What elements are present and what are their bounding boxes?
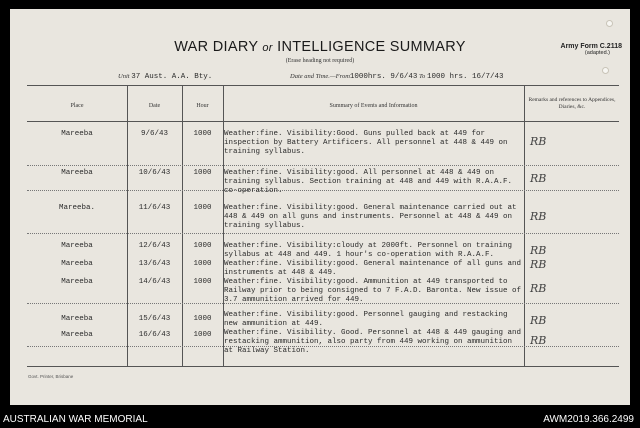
row-summary: Weather:fine. Visibility:Good. Guns pulled back at 449 for inspection by Battery Artificers. All personnel at 448 & 449 on training syllabus.: [224, 130, 508, 156]
row-date: 11/6/43: [138, 204, 171, 212]
remarks-initials: RB: [530, 244, 547, 257]
column-divider: [524, 86, 525, 366]
remarks-initials: RB: [530, 334, 547, 347]
row-summary: Weather:fine. Visibility. Good. Personnel at 448 & 449 gauging and restacking ammunition, also party from 449 working on ammunition at Railway Station.: [224, 329, 522, 355]
printer-imprint: Govt. Printer, Brisbane: [28, 374, 74, 379]
remarks-initials: RB: [530, 172, 547, 185]
punch-hole: [606, 20, 613, 27]
title-part2: INTELLIGENCE SUMMARY: [277, 39, 466, 55]
row-date: 9/6/43: [140, 130, 168, 138]
column-divider: [127, 86, 128, 366]
date-to: 1000 hrs. 16/7/43: [426, 73, 504, 81]
row-date: 12/6/43: [138, 242, 171, 250]
row-date: 14/6/43: [138, 278, 171, 286]
row-place: Mareeba: [61, 169, 93, 177]
remarks-initials: RB: [530, 282, 547, 295]
row-place: Mareeba: [61, 331, 93, 339]
row-place: Mareeba: [61, 130, 93, 138]
unit-value: 37 Aust. A.A. Bty.: [131, 73, 213, 81]
row-date: 10/6/43: [138, 169, 171, 177]
title-or: or: [262, 42, 273, 54]
row-hour: 1000: [193, 260, 212, 268]
unit-label: Unit: [118, 73, 130, 80]
credit-accession: AWM2019.366.2499: [543, 414, 634, 425]
row-hour: 1000: [193, 315, 212, 323]
row-hour: 1000: [193, 130, 212, 138]
column-header-hour: Hour: [196, 103, 209, 109]
credit-institution: AUSTRALIAN WAR MEMORIAL: [3, 414, 148, 425]
form-number: [561, 43, 622, 56]
row-summary: Weather:fine. Visibility:good. Ammunition at 449 transported to Railway prior to being consigned to 7 F.A.D. Baronta. New issue of 3.7 ammunition arrived for 449.: [224, 278, 522, 304]
diary-sheet: [10, 9, 630, 405]
row-hour: 1000: [193, 169, 212, 177]
date-to-label: To: [419, 73, 426, 80]
date-from: 1000hrs. 9/6/43: [349, 73, 418, 81]
remarks-initials: RB: [530, 314, 547, 327]
row-hour: 1000: [193, 204, 212, 212]
row-place: Mareeba: [61, 278, 93, 286]
row-summary: Weather:fine. Visibility:good. Personnel gauging and restacking new ammunition at 449.: [224, 311, 508, 328]
form-adapted: (adapted.): [584, 50, 610, 56]
row-place: Mareeba.: [58, 204, 95, 212]
remarks-initials: RB: [530, 258, 547, 271]
row-summary: Weather:fine. Visibility:good. General maintenance of all guns and instruments at 448 & 449.: [224, 260, 522, 277]
unit-field: [118, 73, 212, 81]
column-header-remarks: Remarks and references to Appendices, Diaries, &c.: [528, 97, 616, 110]
title-part1: WAR DIARY: [174, 39, 259, 55]
remarks-initials: RB: [530, 135, 547, 148]
row-summary: Weather:fine. Visibility:good. General maintenance carried out at 448 & 449 on all guns and instruments. Personnel at 448 & 449 on training syllabus.: [224, 204, 517, 230]
row-summary: Weather:fine. Visibility:cloudy at 2000ft. Personnel on training syllabus at 448 and 449. 1 hour's co-operation with R.A.A.F.: [224, 242, 513, 259]
column-header-date: Date: [148, 103, 161, 109]
row-hour: 1000: [193, 331, 212, 339]
row-place: Mareeba: [61, 260, 93, 268]
row-hour: 1000: [193, 242, 212, 250]
row-date: 15/6/43: [138, 315, 171, 323]
row-rule: [27, 165, 619, 166]
row-hour: 1000: [193, 278, 212, 286]
row-rule: [27, 233, 619, 234]
diary-table: [27, 85, 619, 367]
row-place: Mareeba: [61, 315, 93, 323]
row-place: Mareeba: [61, 242, 93, 250]
page-title: [10, 39, 630, 55]
row-summary: Weather:fine. Visibility:good. All personnel at 448 & 449 on training syllabus. Section training at 448 and 449 with R.A.A.F. co-operation.: [224, 169, 513, 195]
column-header-summary: Summary of Events and Information: [329, 103, 418, 109]
date-time-field: [290, 73, 503, 81]
row-date: 13/6/43: [138, 260, 171, 268]
subtitle: (Erase heading not required): [285, 58, 355, 64]
column-divider: [182, 86, 183, 366]
punch-hole: [602, 67, 609, 74]
header-divider: [27, 121, 619, 122]
row-date: 16/6/43: [138, 331, 171, 339]
date-time-label: Date and Time.—From: [290, 73, 350, 80]
column-header-place: Place: [70, 103, 84, 109]
form-name: Army Form C.2118: [560, 43, 622, 50]
remarks-initials: RB: [530, 210, 547, 223]
